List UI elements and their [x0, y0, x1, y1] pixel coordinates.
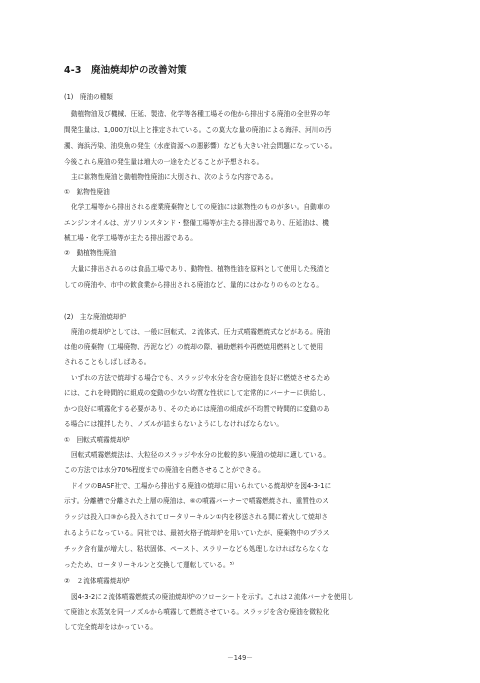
paragraph-line: チック含有量が増大し、粘状固体、ペースト、スラリーなども処理しなければならなくな	[64, 545, 329, 553]
paragraph-line: 械工場・化学工場等が主たる排出源である。	[64, 234, 197, 242]
paragraph-line: しての廃油や、市中の飲食業から排出される廃油など、量的にはかなりのものとなる。	[64, 281, 323, 289]
paragraph-line: ったため、ロータリーキルンと交換して運転している。⁵⁾	[64, 561, 234, 569]
item-title-two-fluid-incinerator: ② ２流体噴霧焼却炉	[64, 577, 130, 585]
paragraph-line: 今後これら廃油の発生量は増大の一途をたどることが予想される。	[64, 158, 264, 166]
paragraph-line: れるようになっている。同社では、最初火格子焼却炉を用いていたが、廃棄物中のプラス	[64, 529, 330, 537]
paragraph-line: 間発生量は、1,000万t以上と推定されている。この莫大な量の廃油による海洋、河川の汚	[64, 126, 332, 134]
paragraph-line: 大量に排出されるのは食品工場であり、動物性、植物性油を原料として使用した残渣と	[71, 265, 331, 273]
paragraph-line: は他の廃棄物（工場廃物、汚泥など）の焼却の際、補助燃料や再燃焼用燃料として使用	[64, 343, 324, 351]
paragraph-line: には、これを時間的に組成の変動の少ない均質な性状にして定常的にバーナーに供給し、	[64, 389, 330, 397]
paragraph-line: 図4-3-2に２流体噴霧燃焼式の廃油焼却炉のフローシートを示す。これは２流体バーナを使用し	[71, 593, 354, 601]
item-title-mineral-oil: ① 鉱物性廃油	[64, 188, 110, 196]
paragraph-line: 主に鉱物性廃油と動植物性廃油に大別され、次のような内容である。	[71, 173, 278, 181]
paragraph-line: して完全焼却をはかっている。	[64, 623, 158, 631]
paragraph-line: エンジンオイルは、ガソリンスタンド・整備工場等が主たる排出源であり、圧延油は、機	[64, 219, 329, 227]
subsection-title-oil-types: (1) 廃油の種類	[64, 93, 113, 101]
paragraph-line: 示す。分離槽で分離された上層の廃油は、⑥の噴霧バーナーで噴霧燃焼され、重質性のス	[64, 497, 329, 505]
paragraph-line: 濁、海浜汚染、油臭魚の発生（水産資源への悪影響）なども大きい社会問題になっている。	[64, 142, 337, 150]
paragraph-line: 化学工場等から排出される産業廃棄物としての廃油には鉱物性のものが多い。自動車の	[71, 203, 331, 211]
item-title-animal-vegetable-oil: ② 動植物性廃油	[64, 249, 117, 257]
paragraph-line: 回転式噴霧燃焼法は、大粒径のスラッジや水分の比較的多い廃油の焼却に適している。	[71, 451, 330, 459]
subsection-title-incinerators: (2) 主な廃油焼却炉	[64, 313, 127, 321]
paragraph-line: この方法では水分70%程度までの廃油を自燃させることができる。	[64, 466, 265, 474]
section-heading: 4-3 廃油焼却炉の改善対策	[64, 65, 187, 76]
paragraph-line: 動植物油及び機械、圧延、製造、化学等各種工場その他から排出する廃油の全世界の年	[71, 110, 331, 118]
page-number: －149－	[227, 654, 253, 662]
paragraph-line: ラッジは投入口③から投入されてロータリーキルン①内を移送される間に着火して焼却さ	[64, 513, 329, 521]
paragraph-line: 廃油の焼却炉としては、一般に回転式、２流体式、圧力式噴霧燃焼式などがある。廃油	[71, 328, 331, 336]
paragraph-line: されることもしばしばある。	[64, 358, 151, 366]
paragraph-line: る場合には撹拌したり、ノズルが詰まらないようにしなければならない。	[64, 420, 283, 428]
paragraph-line: て廃油と水蒸気を同一ノズルから噴霧して燃焼させている。スラッジを含む廃油を微粒化	[64, 608, 330, 616]
paragraph-line: ドイツのBASF社で、工場から排出する廃油の焼却に用いられている焼却炉を図4-3-1に	[71, 482, 332, 490]
paragraph-line: かつ良好に噴霧化する必要があり、そのためには廃油の組成が不均質で時間的に変動のあ	[64, 405, 330, 413]
item-title-rotary-incinerator: ① 回転式噴霧焼却炉	[64, 436, 130, 444]
paragraph-line: いずれの方法で焼却する場合でも、スラッジや水分を含む廃油を良好に燃焼させるため	[71, 374, 330, 382]
